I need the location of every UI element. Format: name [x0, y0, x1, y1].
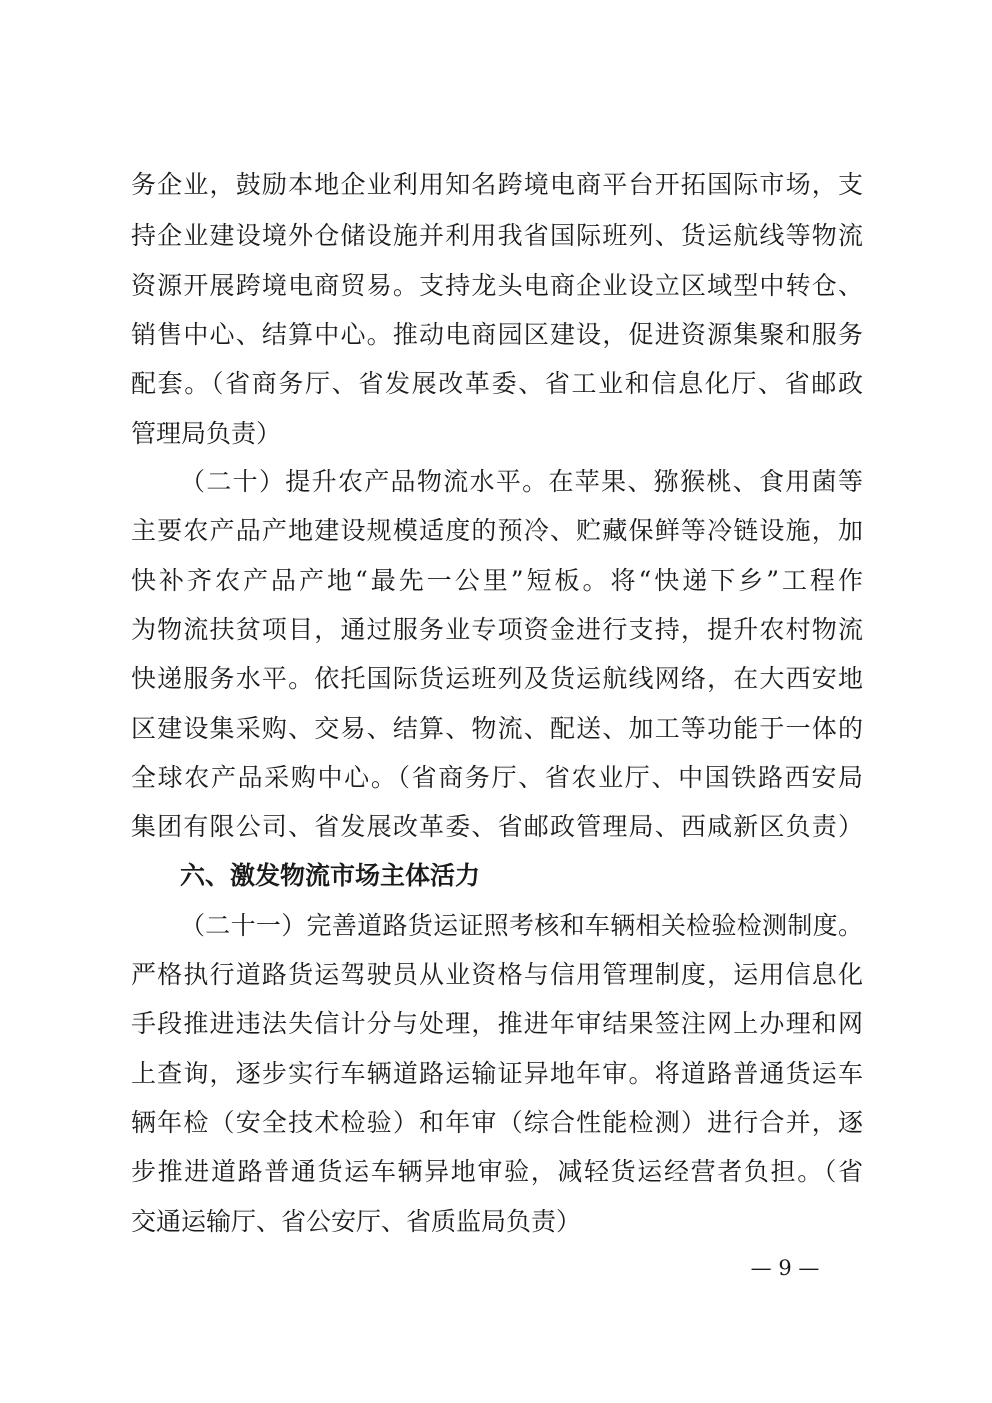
paragraph-line: 步推进道路普通货运车辆异地审验，减轻货运经营者负担。（省: [131, 1157, 863, 1186]
paragraph-line: （二十一）完善道路货运证照考核和车辆相关检验检测制度。: [180, 911, 863, 940]
page-number: — 9 —: [750, 1256, 820, 1280]
paragraph-line: 务企业，鼓励本地企业利用知名跨境电商平台开拓国际市场，支: [131, 170, 863, 199]
paragraph-line: （二十）提升农产品物流水平。在苹果、猕猴桃、食用菌等: [180, 467, 863, 496]
paragraph-line: 上查询，逐步实行车辆道路运输证异地年审。将道路普通货运车: [131, 1059, 863, 1088]
paragraph-line: 销售中心、结算中心。推动电商园区建设，促进资源集聚和服务: [131, 320, 863, 349]
paragraph-line: 快补齐农产品产地“最先一公里”短板。将“快递下乡”工程作: [131, 566, 863, 595]
paragraph-line: 主要农产品产地建设规模适度的预冷、贮藏保鲜等冷链设施，加: [131, 516, 863, 545]
paragraph-line: 持企业建设境外仓储设施并利用我省国际班列、货运航线等物流: [131, 221, 863, 250]
paragraph-line: 严格执行道路货运驾驶员从业资格与信用管理制度，运用信息化: [131, 960, 863, 989]
paragraph-line: 为物流扶贫项目，通过服务业专项资金进行支持，提升农村物流: [131, 615, 863, 644]
paragraph-line: 区建设集采购、交易、结算、物流、配送、加工等功能于一体的: [131, 714, 863, 743]
paragraph-line: 配套。（省商务厅、省发展改革委、省工业和信息化厅、省邮政: [131, 369, 863, 398]
section-heading: 六、激发物流市场主体活力: [180, 861, 481, 890]
paragraph-line: 集团有限公司、省发展改革委、省邮政管理局、西咸新区负责）: [131, 812, 863, 841]
paragraph-line: 全球农产品采购中心。（省商务厅、省农业厅、中国铁路西安局: [131, 763, 863, 792]
paragraph-line: 辆年检（安全技术检验）和年审（综合性能检测）进行合并，逐: [131, 1108, 863, 1137]
paragraph-line: 交通运输厅、省公安厅、省质监局负责）: [131, 1207, 582, 1236]
paragraph-line: 管理局负责）: [131, 419, 282, 448]
paragraph-line: 资源开展跨境电商贸易。支持龙头电商企业设立区域型中转仓、: [131, 271, 863, 300]
paragraph-line: 手段推进违法失信计分与处理，推进年审结果签注网上办理和网: [131, 1009, 863, 1038]
paragraph-line: 快递服务水平。依托国际货运班列及货运航线网络，在大西安地: [131, 664, 863, 693]
